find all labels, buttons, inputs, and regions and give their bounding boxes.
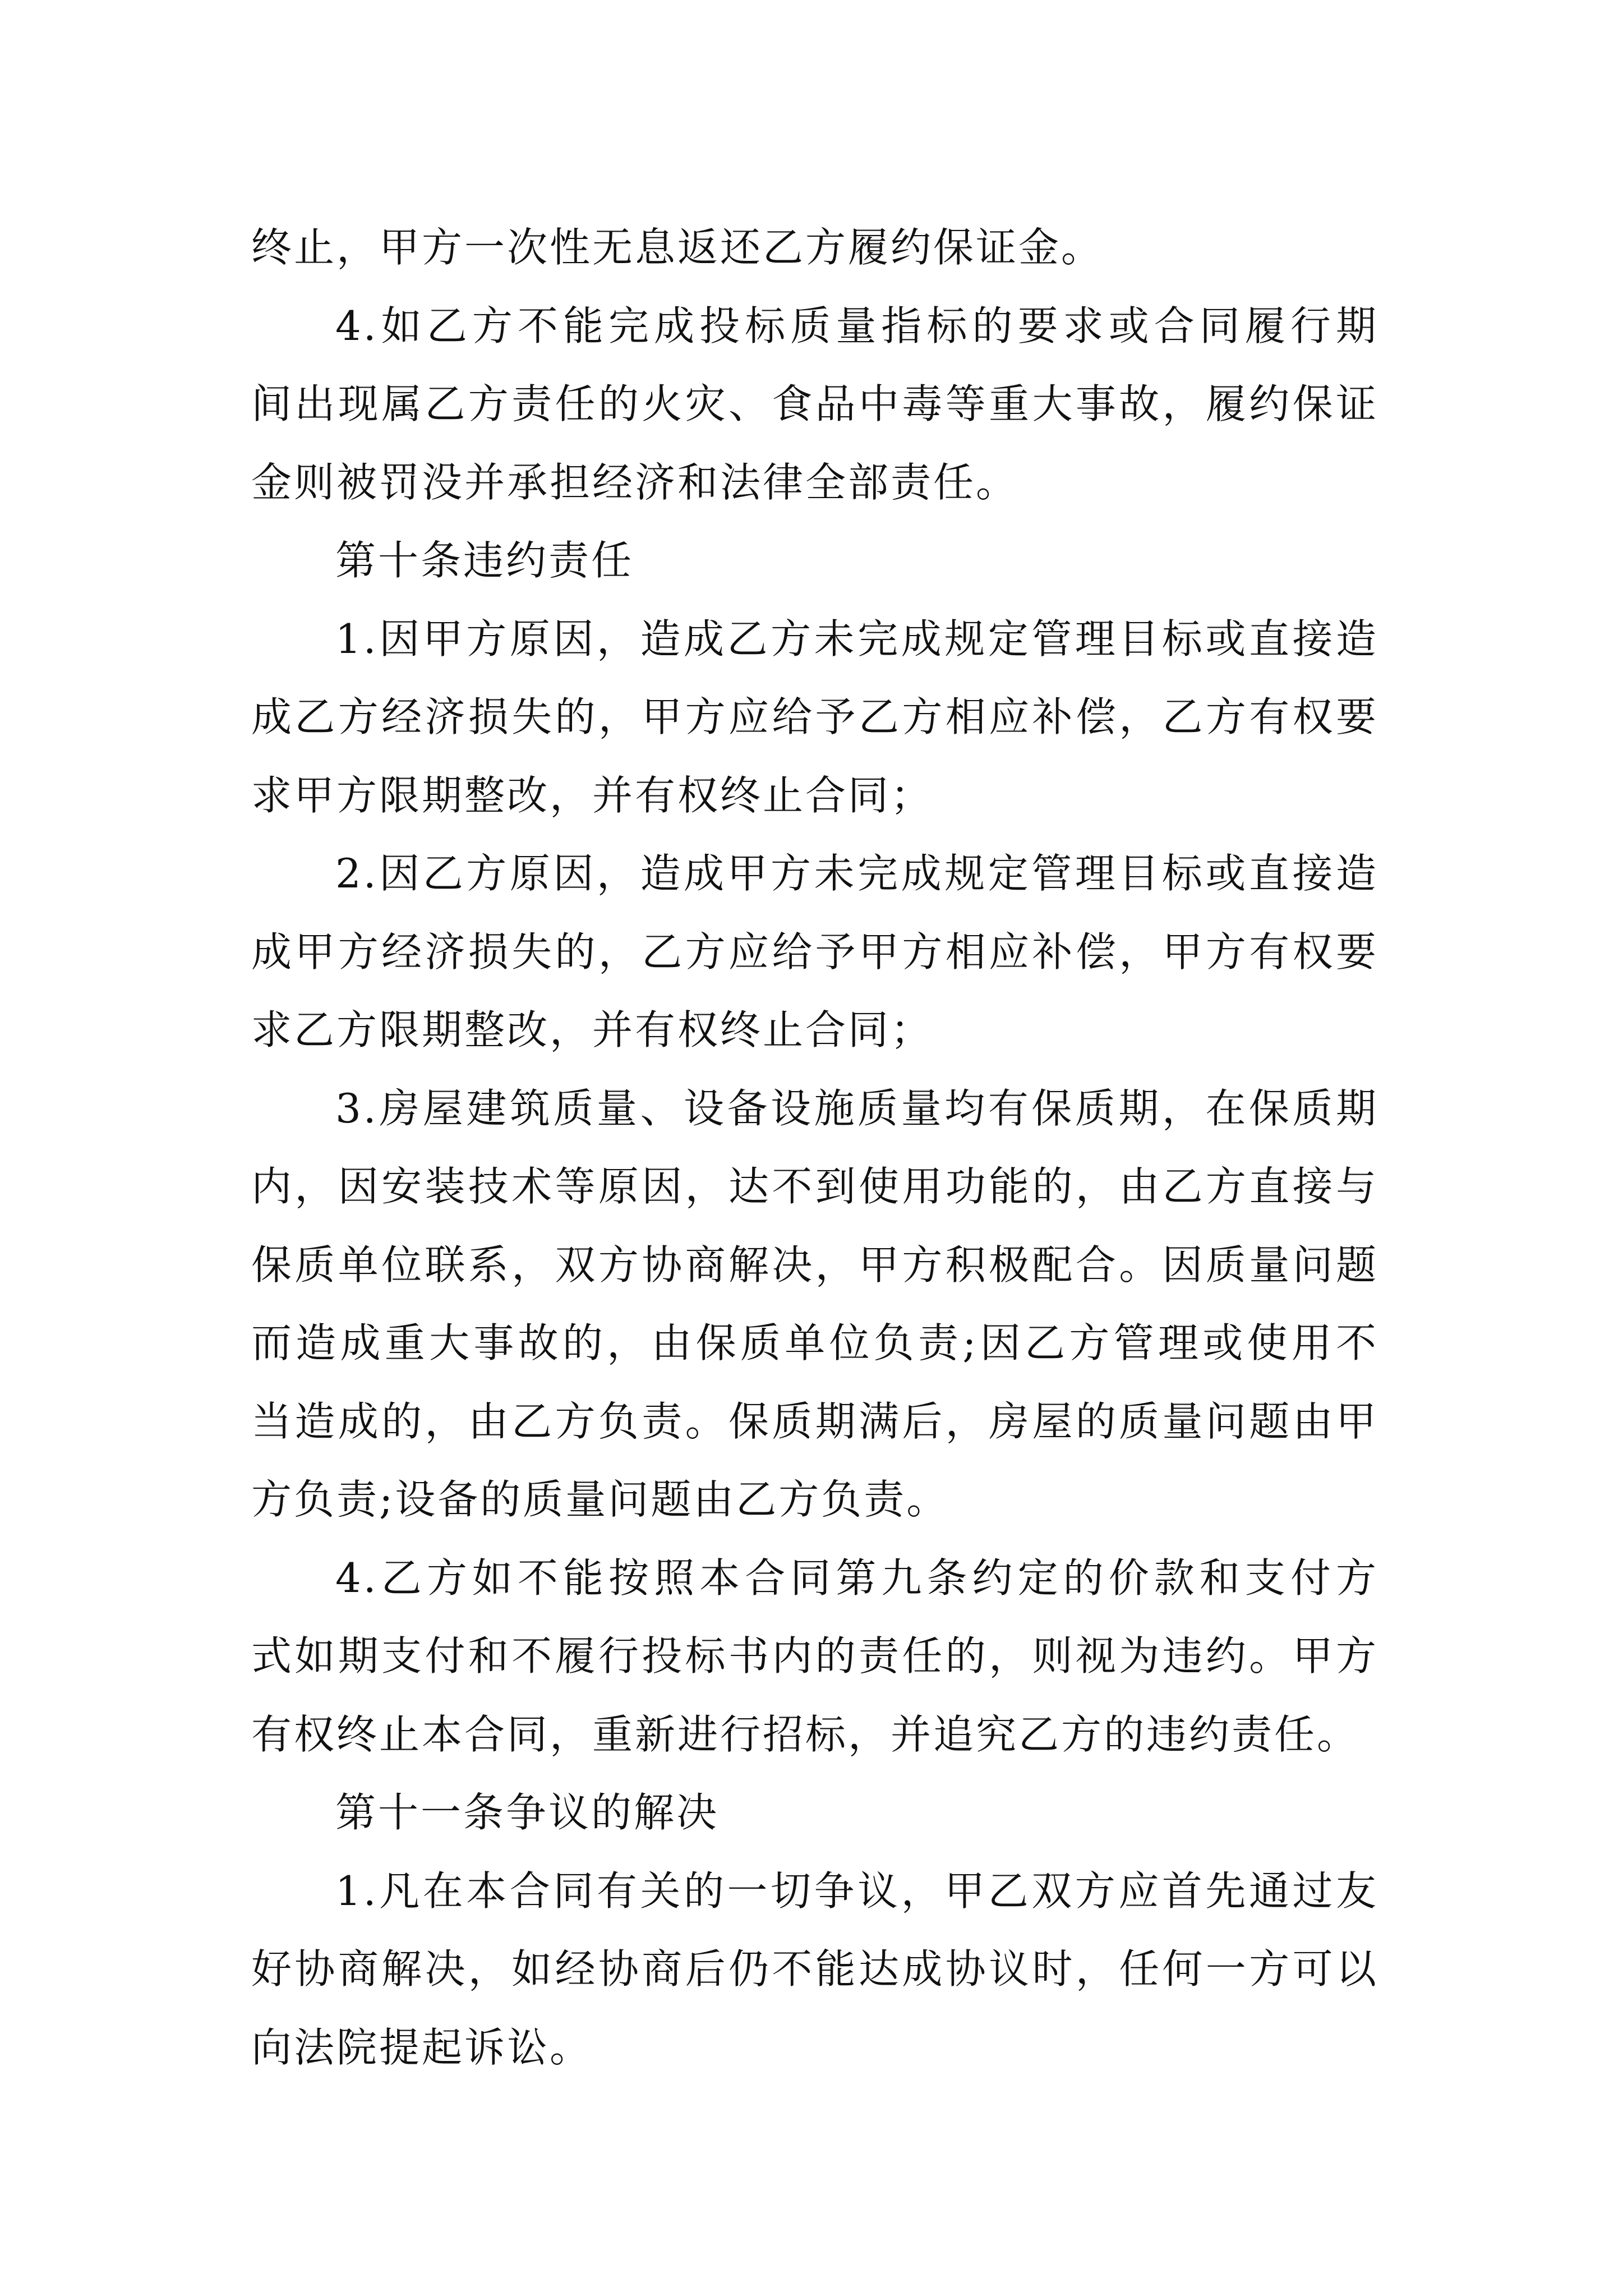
section-heading: 第十条违约责任 bbox=[335, 537, 634, 584]
section-heading: 第十一条争议的解决 bbox=[335, 1789, 720, 1836]
text-line: 间出现属乙方责任的火灾、食品中毒等重大事故，履约保证 bbox=[251, 380, 1378, 427]
text-line: 求乙方限期整改，并有权终止合同； bbox=[251, 1006, 934, 1053]
text-line: 向法院提起诉讼。 bbox=[251, 2023, 593, 2071]
text-line: 好协商解决，如经协商后仍不能达成协议时，任何一方可以 bbox=[251, 1945, 1378, 1993]
text-line: 金则被罚没并承担经济和法律全部责任。 bbox=[251, 458, 1019, 506]
text-line: 2.因乙方原因，造成甲方未完成规定管理目标或直接造 bbox=[335, 850, 1378, 897]
text-line: 有权终止本合同，重新进行招标，并追究乙方的违约责任。 bbox=[251, 1710, 1360, 1758]
text-line: 终止，甲方一次性无息返还乙方履约保证金。 bbox=[251, 224, 1104, 271]
text-line: 求甲方限期整改，并有权终止合同； bbox=[251, 771, 934, 819]
document-body bbox=[251, 209, 1378, 2087]
text-line: 方负责;设备的质量问题由乙方负责。 bbox=[251, 1476, 949, 1523]
text-line: 内，因安装技术等原因，达不到使用功能的，由乙方直接与 bbox=[251, 1163, 1378, 1210]
text-line: 保质单位联系，双方协商解决，甲方积极配合。因质量问题 bbox=[251, 1241, 1378, 1289]
text-line: 1.因甲方原因，造成乙方未完成规定管理目标或直接造 bbox=[335, 615, 1378, 662]
text-line: 而造成重大事故的，由保质单位负责;因乙方管理或使用不 bbox=[251, 1319, 1378, 1366]
text-line: 成乙方经济损失的，甲方应给予乙方相应补偿，乙方有权要 bbox=[251, 693, 1378, 740]
text-line: 3.房屋建筑质量、设备设施质量均有保质期，在保质期 bbox=[335, 1084, 1378, 1132]
text-line: 1.凡在本合同有关的一切争议，甲乙双方应首先通过友 bbox=[335, 1867, 1378, 1915]
text-line: 4.乙方如不能按照本合同第九条约定的价款和支付方 bbox=[335, 1554, 1378, 1602]
text-line: 当造成的，由乙方负责。保质期满后，房屋的质量问题由甲 bbox=[251, 1397, 1378, 1445]
text-line: 4.如乙方不能完成投标质量指标的要求或合同履行期 bbox=[335, 302, 1378, 349]
text-line: 式如期支付和不履行投标书内的责任的，则视为违约。甲方 bbox=[251, 1632, 1378, 1680]
text-line: 成甲方经济损失的，乙方应给予甲方相应补偿，甲方有权要 bbox=[251, 928, 1378, 976]
